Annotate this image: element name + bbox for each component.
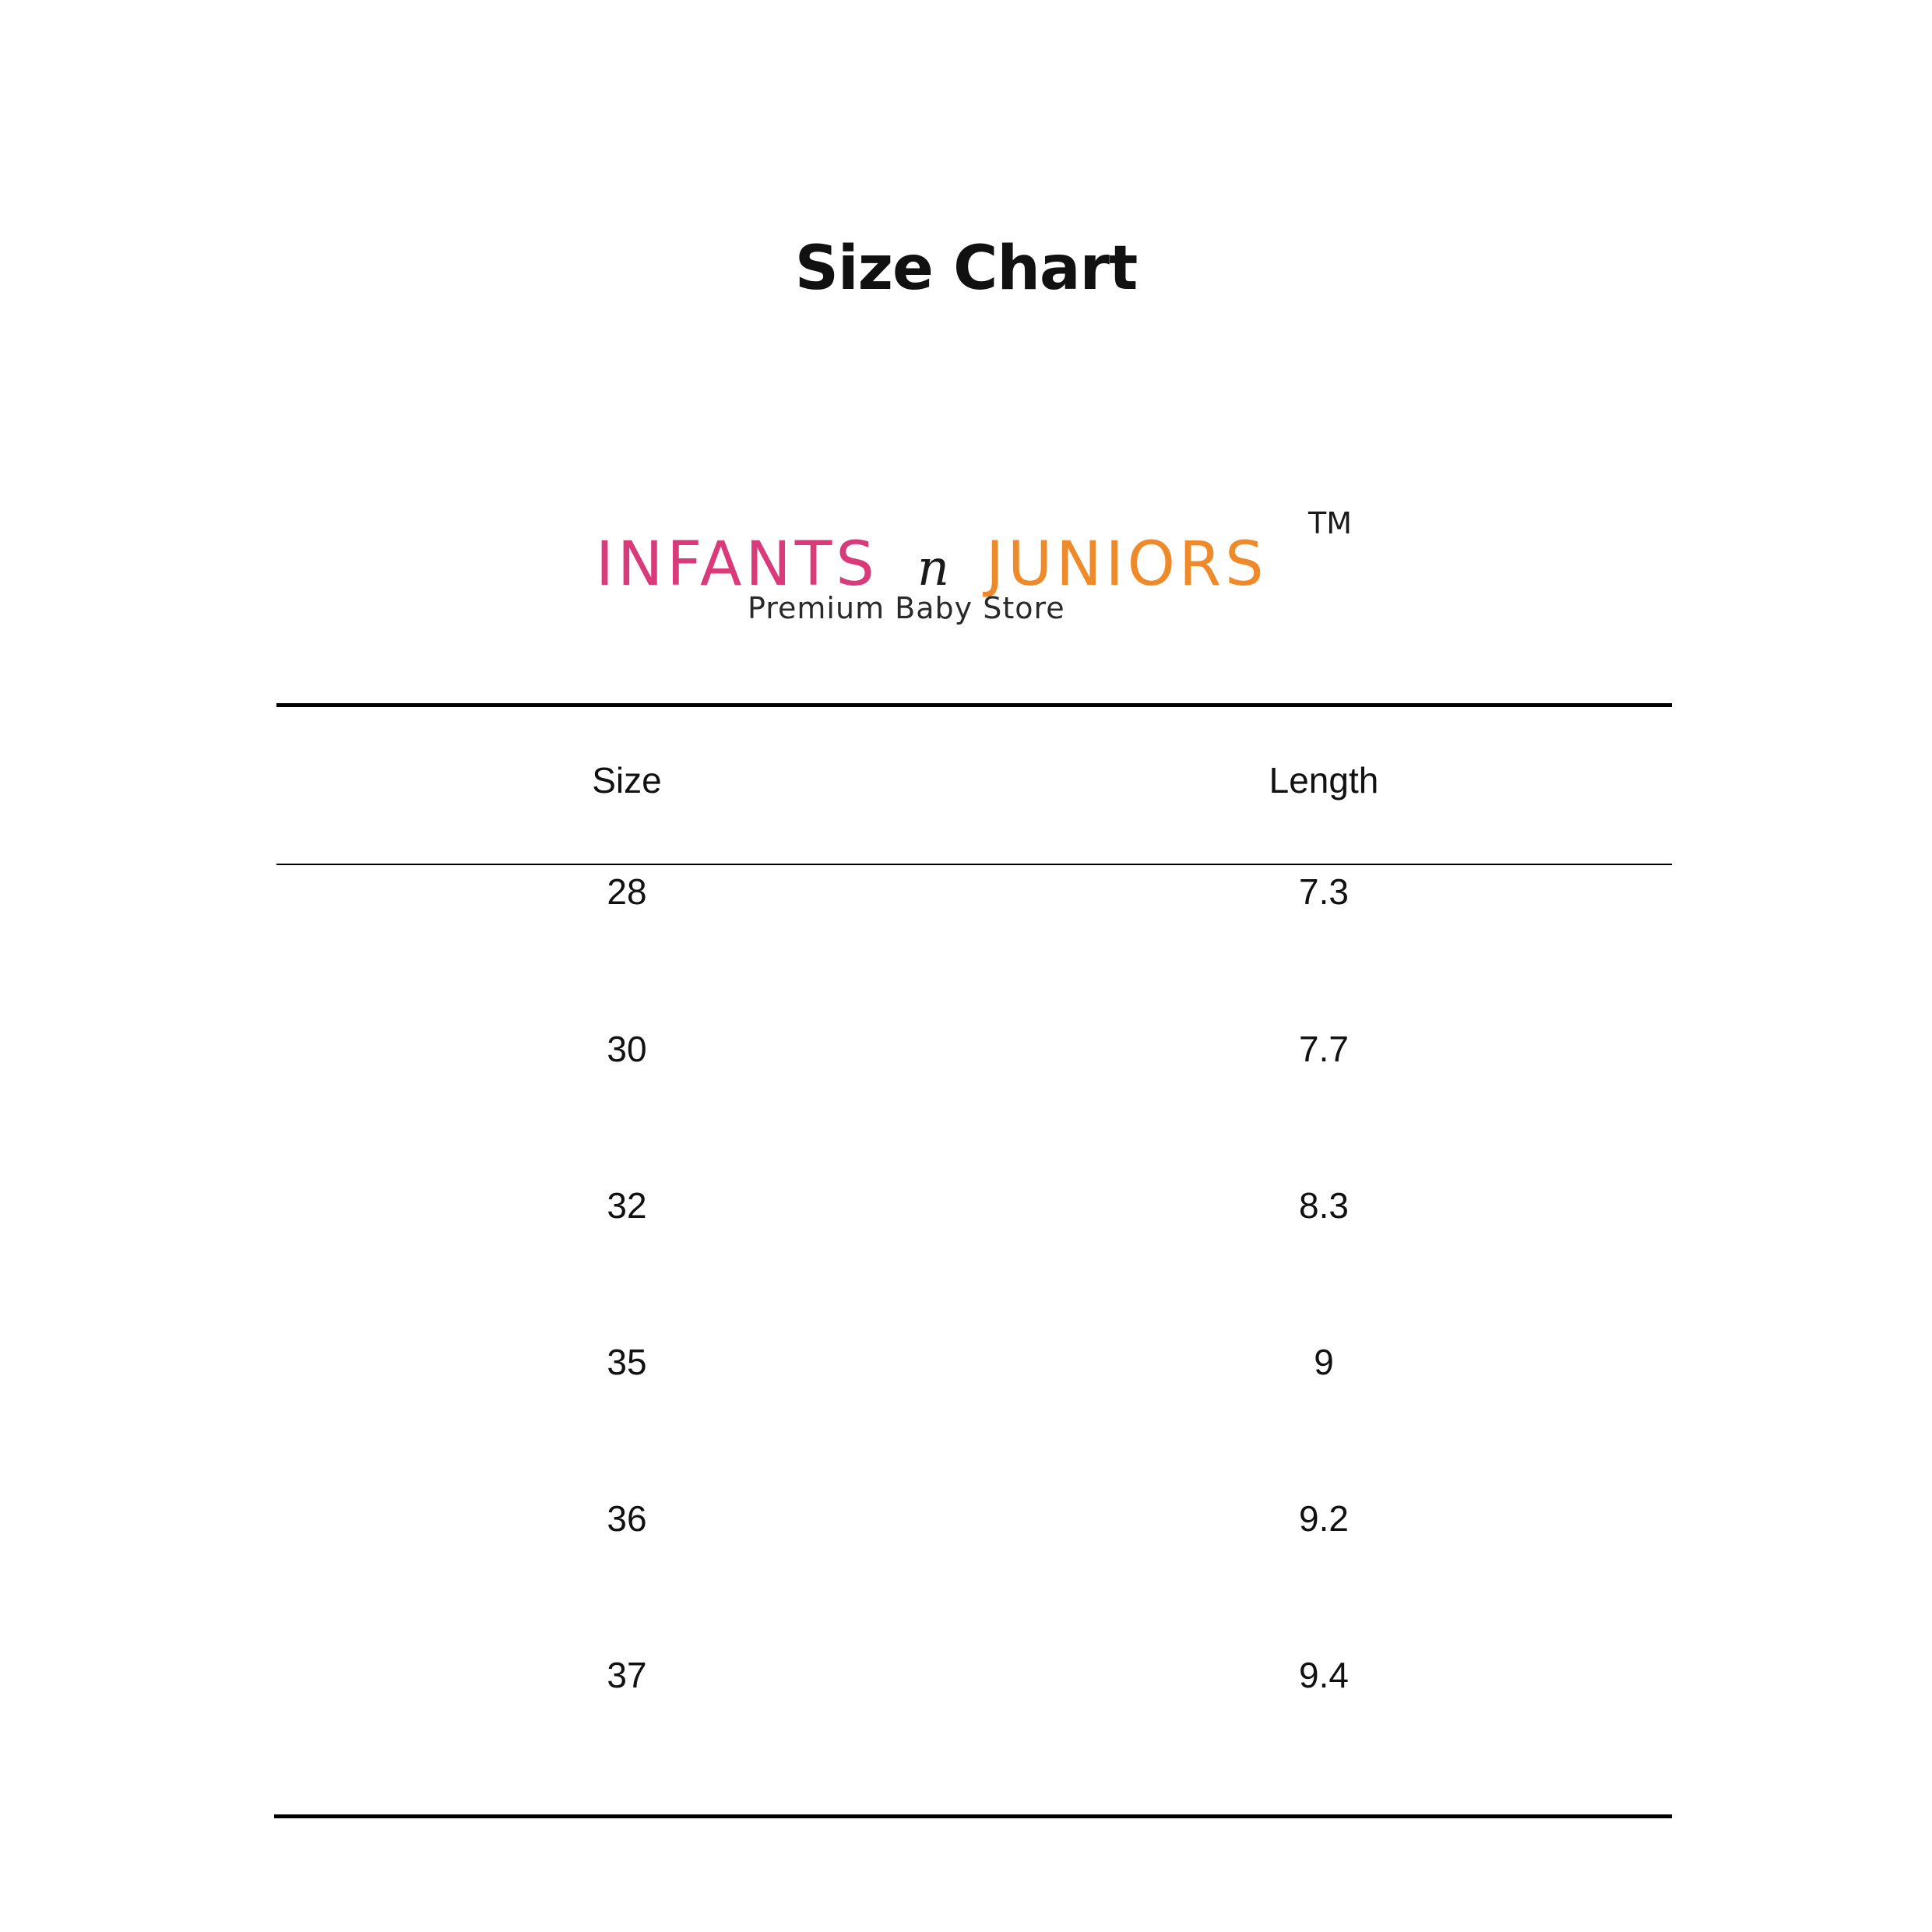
brand-name-second: JUNIORS [986,530,1268,600]
page-title: Size Chart [794,234,1138,304]
table-cell-size: 37 [607,1655,647,1695]
header-size: Size [592,760,662,801]
trademark-symbol: TM [1308,506,1352,540]
brand-name-first: INFANTS [596,530,878,600]
table-cell-length: 9.2 [1299,1498,1349,1539]
table-cell-length: 8.3 [1299,1185,1349,1226]
header-length: Length [1269,760,1379,801]
table-cell-size: 32 [607,1185,647,1226]
brand-name-connector: n [917,540,954,597]
table-cell-length: 9 [1314,1342,1334,1382]
table-cell-size: 30 [607,1029,647,1069]
brand-logo [596,498,1359,639]
table-cell-length: 7.3 [1299,871,1349,912]
table-cell-size: 28 [607,871,647,912]
table-cell-size: 35 [607,1342,647,1382]
table-cell-length: 9.4 [1299,1655,1349,1695]
table-top-rule [276,703,1672,707]
table-cell-length: 7.7 [1299,1029,1349,1069]
brand-tagline: Premium Baby Store [748,591,1065,625]
table-cell-size: 36 [607,1498,647,1539]
table-header-rule [276,864,1672,865]
table-bottom-rule [274,1814,1672,1818]
